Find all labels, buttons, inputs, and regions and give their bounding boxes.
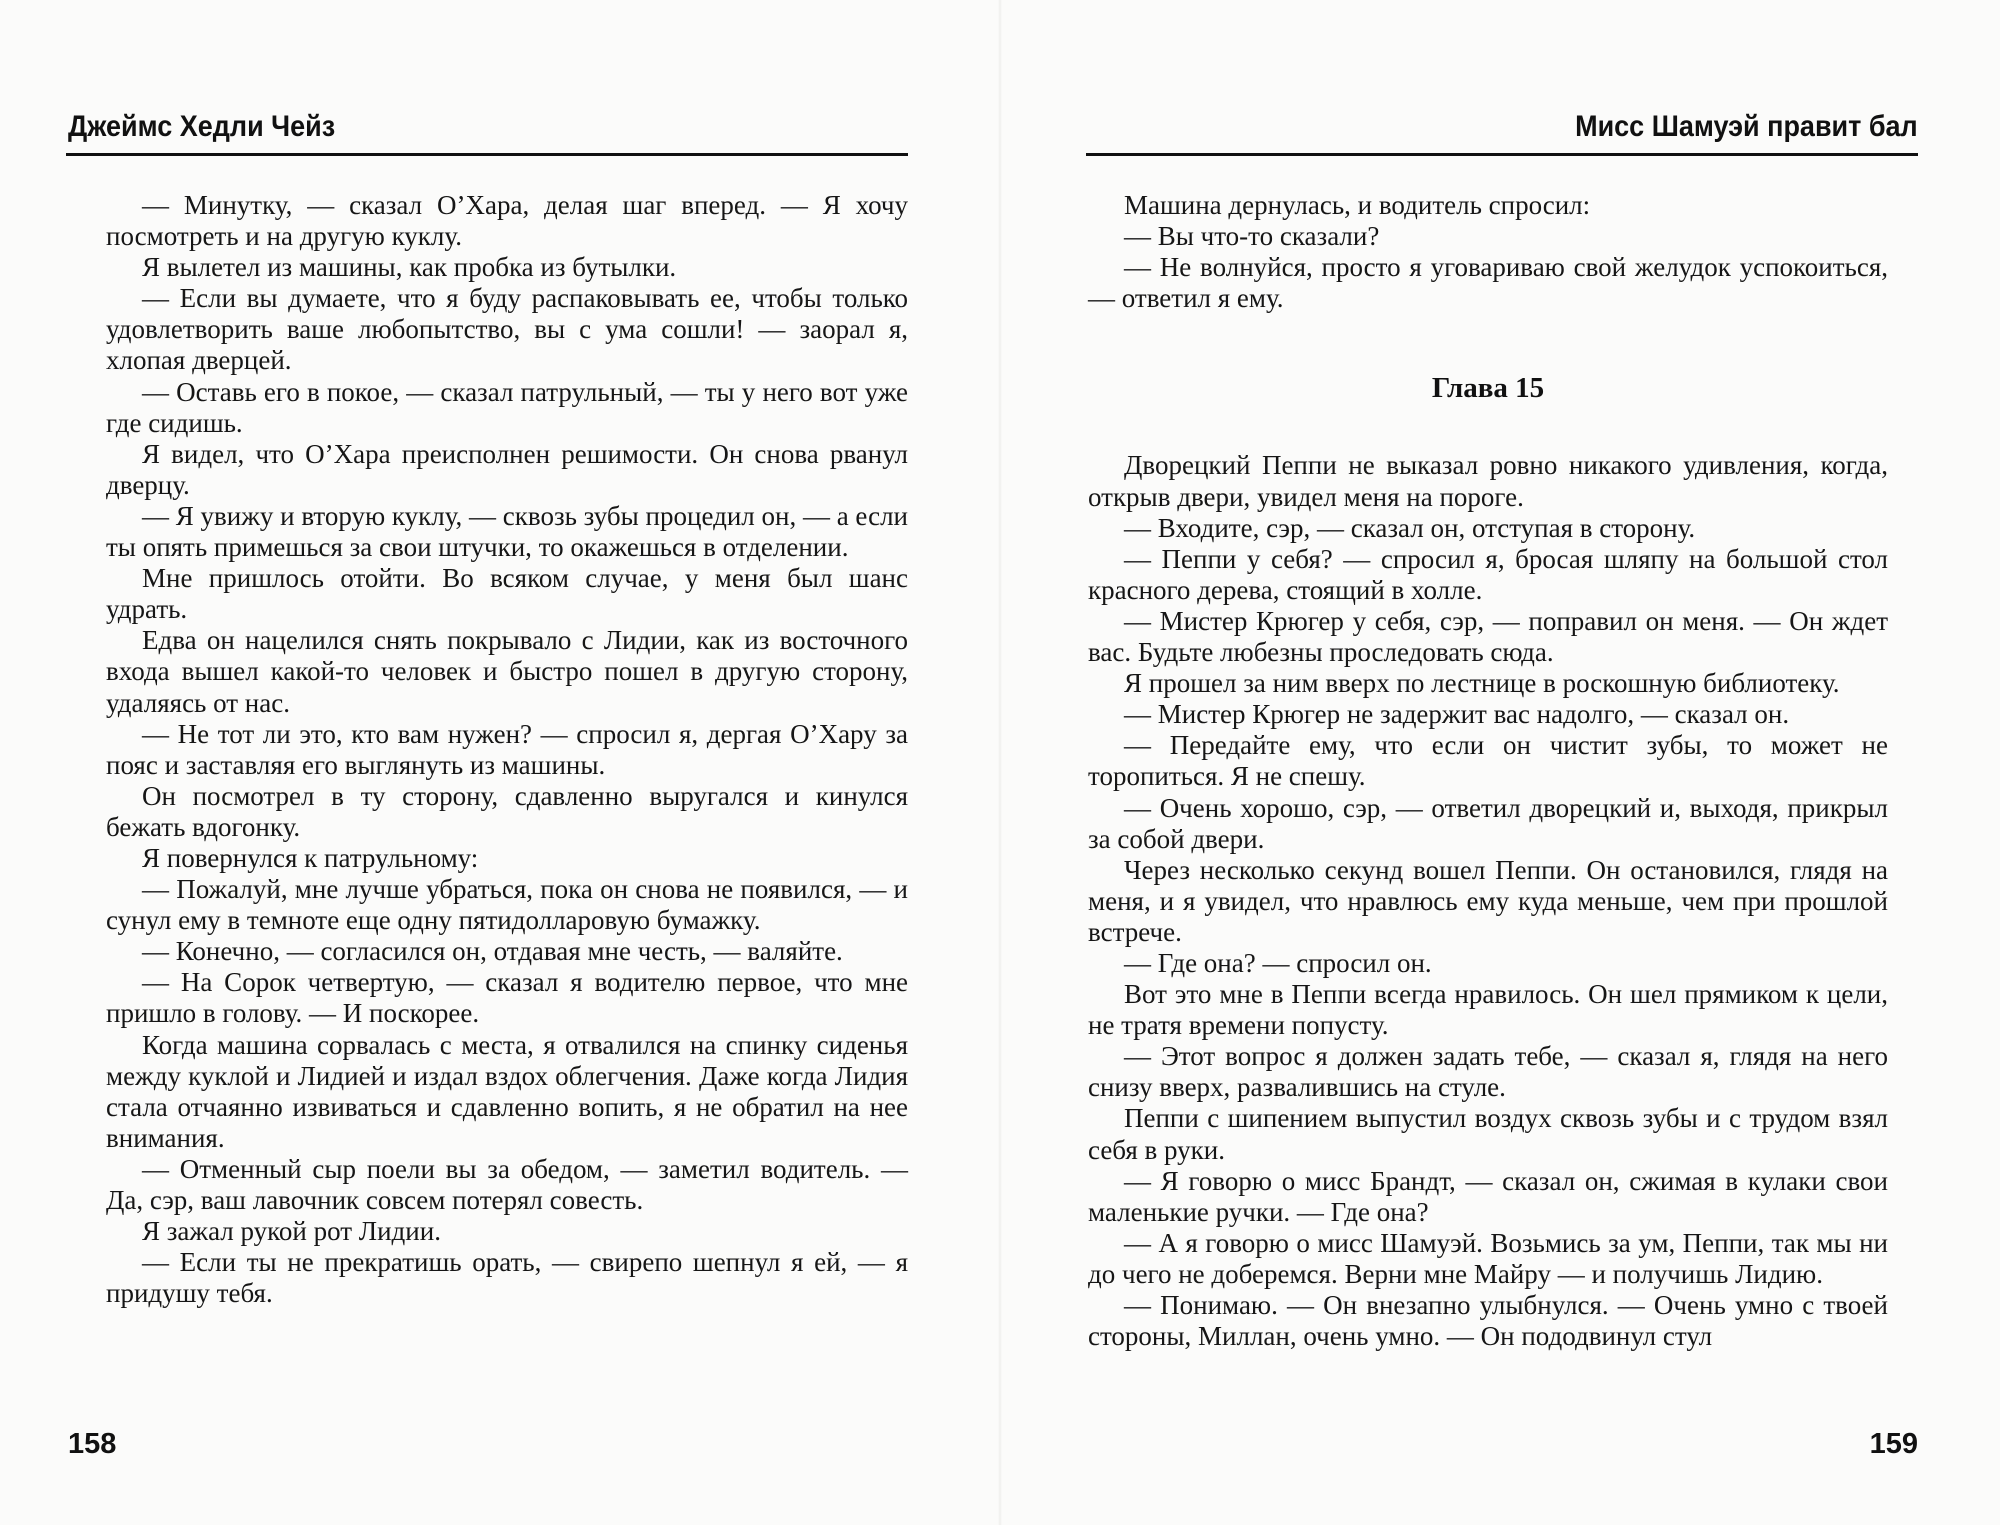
left-running-head: Джеймс Хедли Чейз — [68, 110, 336, 143]
right-page-number: 159 — [1869, 1428, 1918, 1460]
paragraph: — Отменный сыр поели вы за обедом, — заметил водитель. — Да, сэр, ваш лавочник совсем потерял совесть. — [106, 1153, 908, 1215]
left-page-number: 158 — [68, 1428, 117, 1460]
paragraph: Я повернулся к патрульному: — [142, 842, 479, 873]
paragraph: — Понимаю. — Он внезапно улыбнулся. — Очень умно с твоей стороны, Миллан, очень умно. — Он пододвинул стул — [1088, 1290, 1888, 1352]
paragraph: — Пожалуй, мне лучше убраться, пока он снова не появился, — и сунул ему в темноте еще одну пятидолларовую бумажку. — [106, 874, 908, 936]
paragraph: — Минутку, — сказал О’Хара, делая шаг вперед. — Я хочу посмотреть и на другую куклу. — [106, 190, 908, 252]
paragraph: Я видел, что О’Хара преисполнен решимости. Он снова рванул дверцу. — [106, 438, 908, 500]
paragraph: Пеппи с шипением выпустил воздух сквозь зубы и с трудом взял себя в руки. — [1088, 1103, 1888, 1165]
left-header-rule — [66, 153, 908, 156]
paragraph: — Конечно, — согласился он, отдавая мне честь, — валяйте. — [142, 936, 843, 967]
right-text-after-chapter — [1088, 450, 1888, 1352]
paragraph: — Не волнуйся, просто я уговариваю свой желудок успокоиться, — ответил я ему. — [1088, 252, 1888, 314]
paragraph: — Этот вопрос я должен задать тебе, — сказал я, глядя на него снизу вверх, развалившись на стуле. — [1088, 1041, 1888, 1103]
right-running-head: Мисс Шамуэй правит бал — [1575, 110, 1918, 143]
paragraph: Едва он нацелился снять покрывало с Лидии, как из восточного входа вышел какой-то человек и быстро пошел в другую сторону, удаляясь от нас. — [106, 625, 908, 718]
paragraph: — А я говорю о мисс Шамуэй. Возьмись за ум, Пеппи, так мы ни до чего не доберемся. Верни мне Майру — и получишь Лидию. — [1088, 1227, 1888, 1289]
paragraph: Он посмотрел в ту сторону, сдавленно выругался и кинулся бежать вдогонку. — [106, 780, 908, 842]
paragraph: — Я увижу и вторую куклу, — сквозь зубы процедил он, — а если ты опять примешься за свои штучки, то окажешься в отделении. — [106, 500, 908, 563]
paragraph: Дворецкий Пеппи не выказал ровно никакого удивления, когда, открыв двери, увидел меня на пороге. — [1088, 450, 1888, 512]
paragraph: — Оставь его в покое, — сказал патрульный, — ты у него вот уже где сидишь. — [106, 376, 908, 438]
paragraph: — Мистер Крюгер не задержит вас надолго, — сказал он. — [1124, 699, 1790, 730]
paragraph: — Очень хорошо, сэр, — ответил дворецкий и, выходя, прикрыл за собой двери. — [1088, 792, 1888, 854]
paragraph: — Где она? — спросил он. — [1124, 947, 1432, 978]
paragraph: — Если вы думаете, что я буду распаковывать ее, чтобы только удовлетворить ваше любопытство, вы с ума сошли! — заорал я, хлопая дверцей. — [106, 283, 908, 376]
paragraph: Я вылетел из машины, как пробка из бутылки. — [142, 252, 677, 283]
paragraph: — Если ты не прекратишь орать, — свирепо шепнул я ей, — я придушу тебя. — [106, 1247, 908, 1309]
paragraph: — На Сорок четвертую, — сказал я водителю первое, что мне пришло в голову. — И поскорее. — [106, 967, 908, 1029]
paragraph: — Передайте ему, что если он чистит зубы, то может не торопиться. Я не спешу. — [1088, 730, 1888, 792]
paragraph: — Не тот ли это, кто вам нужен? — спросил я, дергая О’Хару за пояс и заставляя его выглянуть из машины. — [106, 718, 908, 780]
right-text-before-chapter — [1088, 190, 1888, 314]
paragraph: — Вы что-то сказали? — [1124, 221, 1380, 252]
paragraph: — Пеппи у себя? — спросил я, бросая шляпу на большой стол красного дерева, стоящий в холле. — [1088, 543, 1888, 605]
paragraph: — Входите, сэр, — сказал он, отступая в сторону. — [1124, 512, 1696, 543]
right-text-block — [1088, 190, 1888, 1352]
right-page — [1000, 0, 2000, 1525]
paragraph: — Я говорю о мисс Брандт, — сказал он, сжимая в кулаки свои маленькие ручки. — Где она? — [1088, 1165, 1888, 1227]
paragraph: Мне пришлось отойти. Во всяком случае, у меня был шанс удрать. — [106, 563, 908, 625]
paragraph: Я прошел за ним вверх по лестнице в роскошную библиотеку. — [1124, 668, 1840, 699]
chapter-title: Глава 15 — [1431, 372, 1545, 405]
paragraph: Через несколько секунд вошел Пеппи. Он остановился, глядя на меня, и я увидел, что нравлюсь ему куда меньше, чем при прошлой встрече. — [1088, 854, 1888, 947]
paragraph: — Мистер Крюгер у себя, сэр, — поправил он меня. — Он ждет вас. Будьте любезны проследовать сюда. — [1088, 605, 1888, 668]
paragraph: Вот это мне в Пеппи всегда нравилось. Он шел прямиком к цели, не тратя времени попусту. — [1088, 979, 1888, 1041]
paragraph: Когда машина сорвалась с места, я отвалился на спинку сиденья между куклой и Лидией и издал вздох облегчения. Даже когда Лидия стала отчаянно извиваться и сдавленно вопить, я не обратил на нее внимания. — [106, 1029, 908, 1153]
left-text-block — [106, 190, 908, 1309]
right-header-rule — [1086, 153, 1918, 156]
paragraph: Я зажал рукой рот Лидии. — [142, 1216, 441, 1247]
paragraph: Машина дернулась, и водитель спросил: — [1124, 190, 1591, 220]
